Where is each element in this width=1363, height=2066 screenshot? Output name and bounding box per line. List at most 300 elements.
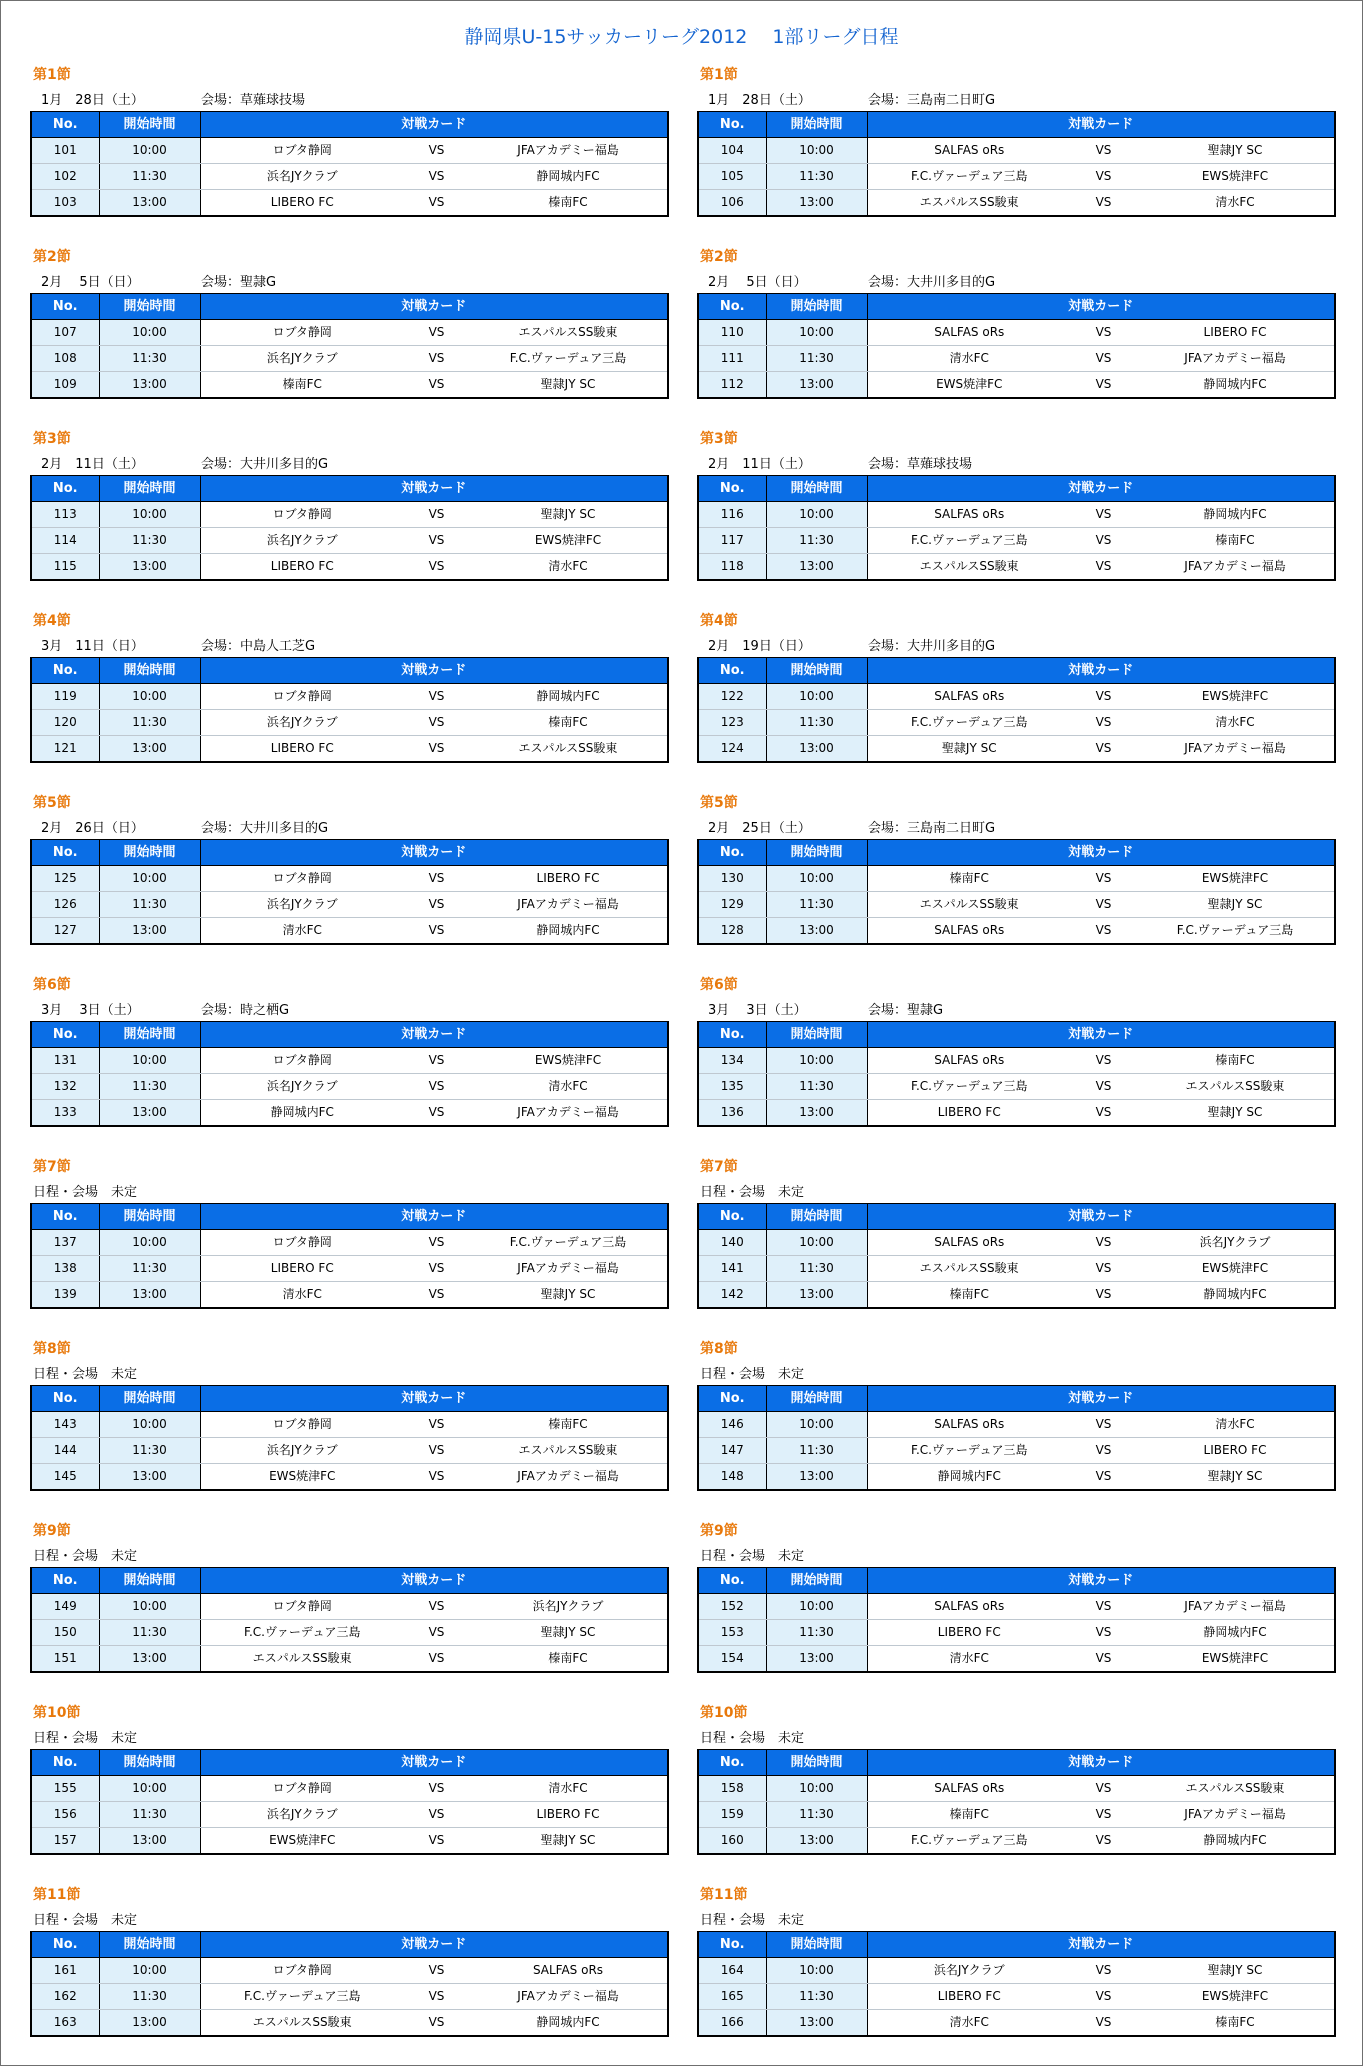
table-row: [698, 736, 1335, 763]
venue-label: 会場：: [868, 1003, 908, 1018]
round-heading: 第8節: [700, 1341, 738, 1357]
match-number: 147: [698, 1438, 766, 1464]
match-number: 101: [31, 138, 99, 164]
table-row: [698, 1958, 1335, 1984]
match-number: 148: [698, 1464, 766, 1491]
match-date: 3月 11日（日）: [41, 639, 144, 654]
away-team: 清水FC: [1136, 190, 1335, 217]
start-time: 11:30: [766, 164, 867, 190]
away-team: 榛南FC: [469, 1412, 668, 1438]
table-header-row: [698, 1568, 1335, 1594]
start-time: 11:30: [766, 892, 867, 918]
home-team: 浜名JYクラブ: [200, 710, 404, 736]
header-time: 開始時間: [99, 1932, 200, 1958]
table-header-row: [698, 294, 1335, 320]
start-time: 11:30: [99, 892, 200, 918]
home-team: F.C.ヴァーデュア三島: [867, 164, 1071, 190]
tbd-note: 日程・会場 未定: [33, 1549, 138, 1564]
header-time: 開始時間: [766, 1750, 867, 1776]
vs-label: VS: [1071, 138, 1136, 164]
home-team: 榛南FC: [867, 1282, 1071, 1309]
vs-label: VS: [1071, 1438, 1136, 1464]
match-table: [30, 475, 669, 581]
match-number: 117: [698, 528, 766, 554]
schedule-info: [33, 1548, 137, 1566]
away-team: 清水FC: [1136, 710, 1335, 736]
table-row: [31, 502, 668, 528]
vs-label: VS: [1071, 320, 1136, 346]
table-row: [698, 320, 1335, 346]
table-row: [31, 164, 668, 190]
vs-label: VS: [1071, 1620, 1136, 1646]
vs-label: VS: [404, 1984, 469, 2010]
table-header-row: [31, 1386, 668, 1412]
match-number: 116: [698, 502, 766, 528]
venue-name: 大井川多目的G: [907, 639, 996, 654]
vs-label: VS: [1071, 892, 1136, 918]
vs-label: VS: [404, 1464, 469, 1491]
away-team: JFAアカデミー福島: [1136, 736, 1335, 763]
away-team: EWS焼津FC: [1136, 1984, 1335, 2010]
vs-label: VS: [1071, 1594, 1136, 1620]
home-team: SALFAS oRs: [867, 1776, 1071, 1802]
header-time: 開始時間: [99, 112, 200, 138]
header-time: 開始時間: [766, 1022, 867, 1048]
table-row: [31, 2010, 668, 2037]
home-team: SALFAS oRs: [867, 502, 1071, 528]
home-team: F.C.ヴァーデュア三島: [867, 710, 1071, 736]
table-row: [31, 372, 668, 399]
table-row: [698, 138, 1335, 164]
header-card: 対戦カード: [200, 840, 668, 866]
table-row: [31, 1776, 668, 1802]
header-card: 対戦カード: [867, 1204, 1335, 1230]
table-row: [31, 1646, 668, 1673]
home-team: ロブタ静岡: [200, 1048, 404, 1074]
match-number: 130: [698, 866, 766, 892]
round-heading: 第2節: [700, 249, 738, 265]
home-team: F.C.ヴァーデュア三島: [867, 1828, 1071, 1855]
header-no: No.: [31, 1022, 99, 1048]
table-row: [698, 1776, 1335, 1802]
header-card: 対戦カード: [867, 294, 1335, 320]
start-time: 11:30: [99, 346, 200, 372]
start-time: 13:00: [99, 554, 200, 581]
start-time: 11:30: [99, 1802, 200, 1828]
table-row: [698, 190, 1335, 217]
vs-label: VS: [404, 918, 469, 945]
vs-label: VS: [1071, 2010, 1136, 2037]
header-card: 対戦カード: [200, 1932, 668, 1958]
start-time: 11:30: [766, 710, 867, 736]
home-team: ロブタ静岡: [200, 502, 404, 528]
home-team: 浜名JYクラブ: [200, 1074, 404, 1100]
table-row: [31, 710, 668, 736]
start-time: 13:00: [766, 918, 867, 945]
table-row: [698, 1620, 1335, 1646]
match-number: 158: [698, 1776, 766, 1802]
start-time: 10:00: [99, 1958, 200, 1984]
home-team: 浜名JYクラブ: [200, 1802, 404, 1828]
home-team: エスパルスSS駿東: [867, 1256, 1071, 1282]
round-heading: 第6節: [33, 977, 71, 993]
home-team: F.C.ヴァーデュア三島: [200, 1620, 404, 1646]
match-table: [30, 1931, 669, 2037]
start-time: 11:30: [99, 1620, 200, 1646]
tbd-note: 日程・会場 未定: [700, 1185, 805, 1200]
header-time: 開始時間: [766, 1568, 867, 1594]
match-number: 122: [698, 684, 766, 710]
away-team: JFAアカデミー福島: [469, 1256, 668, 1282]
start-time: 13:00: [766, 1100, 867, 1127]
table-header-row: [698, 1022, 1335, 1048]
start-time: 10:00: [99, 866, 200, 892]
header-no: No.: [698, 1932, 766, 1958]
table-row: [31, 1438, 668, 1464]
away-team: 静岡城内FC: [1136, 1620, 1335, 1646]
vs-label: VS: [1071, 736, 1136, 763]
header-no: No.: [698, 1750, 766, 1776]
vs-label: VS: [1071, 1776, 1136, 1802]
match-date: 2月 25日（土）: [708, 821, 811, 836]
table-row: [31, 918, 668, 945]
start-time: 13:00: [99, 1646, 200, 1673]
vs-label: VS: [404, 138, 469, 164]
header-no: No.: [31, 1932, 99, 1958]
away-team: エスパルスSS駿東: [1136, 1776, 1335, 1802]
venue-name: 聖隷G: [907, 1003, 944, 1018]
away-team: F.C.ヴァーデュア三島: [469, 346, 668, 372]
away-team: EWS焼津FC: [469, 1048, 668, 1074]
start-time: 10:00: [766, 138, 867, 164]
away-team: 榛南FC: [469, 1646, 668, 1673]
start-time: 10:00: [99, 1048, 200, 1074]
start-time: 10:00: [99, 1230, 200, 1256]
round-heading: 第4節: [700, 613, 738, 629]
match-date: 1月 28日（土）: [708, 93, 811, 108]
round-heading: 第10節: [33, 1705, 81, 1721]
venue-name: 三島南二日町G: [907, 93, 996, 108]
match-number: 106: [698, 190, 766, 217]
home-team: LIBERO FC: [867, 1620, 1071, 1646]
home-team: 清水FC: [867, 1646, 1071, 1673]
schedule-info: [700, 1002, 943, 1020]
away-team: 静岡城内FC: [469, 918, 668, 945]
away-team: JFAアカデミー福島: [469, 1464, 668, 1491]
match-number: 154: [698, 1646, 766, 1673]
header-time: 開始時間: [766, 840, 867, 866]
round-heading: 第4節: [33, 613, 71, 629]
table-header-row: [31, 1022, 668, 1048]
tbd-note: 日程・会場 未定: [700, 1913, 805, 1928]
vs-label: VS: [404, 710, 469, 736]
schedule-info: [33, 456, 328, 474]
table-row: [698, 1438, 1335, 1464]
start-time: 11:30: [766, 1256, 867, 1282]
match-number: 145: [31, 1464, 99, 1491]
match-number: 105: [698, 164, 766, 190]
match-number: 137: [31, 1230, 99, 1256]
schedule-info: [700, 274, 995, 292]
table-row: [698, 2010, 1335, 2037]
header-no: No.: [31, 294, 99, 320]
table-row: [31, 1802, 668, 1828]
match-number: 129: [698, 892, 766, 918]
table-row: [31, 1984, 668, 2010]
away-team: EWS焼津FC: [1136, 164, 1335, 190]
match-number: 121: [31, 736, 99, 763]
table-header-row: [31, 294, 668, 320]
start-time: 13:00: [99, 1100, 200, 1127]
away-team: EWS焼津FC: [469, 528, 668, 554]
table-row: [31, 1048, 668, 1074]
match-table: [697, 293, 1336, 399]
table-header-row: [31, 476, 668, 502]
table-row: [698, 866, 1335, 892]
table-header-row: [698, 1386, 1335, 1412]
start-time: 13:00: [99, 918, 200, 945]
header-card: 対戦カード: [867, 840, 1335, 866]
match-table: [30, 1749, 669, 1855]
table-row: [31, 1230, 668, 1256]
vs-label: VS: [404, 346, 469, 372]
home-team: ロブタ静岡: [200, 1958, 404, 1984]
away-team: エスパルスSS駿東: [1136, 1074, 1335, 1100]
table-header-row: [31, 1204, 668, 1230]
header-card: 対戦カード: [200, 476, 668, 502]
match-date: 2月 5日（日）: [708, 275, 807, 290]
match-number: 150: [31, 1620, 99, 1646]
vs-label: VS: [404, 1594, 469, 1620]
start-time: 11:30: [766, 346, 867, 372]
vs-label: VS: [404, 554, 469, 581]
table-header-row: [698, 1204, 1335, 1230]
home-team: 清水FC: [200, 1282, 404, 1309]
schedule-info: [33, 1730, 137, 1748]
match-date: 3月 3日（土）: [41, 1003, 140, 1018]
venue-name: 時之栖G: [240, 1003, 290, 1018]
vs-label: VS: [1071, 190, 1136, 217]
match-number: 146: [698, 1412, 766, 1438]
home-team: ロブタ静岡: [200, 138, 404, 164]
start-time: 10:00: [766, 1048, 867, 1074]
match-number: 135: [698, 1074, 766, 1100]
match-number: 127: [31, 918, 99, 945]
venue-label: 会場：: [201, 1003, 241, 1018]
match-number: 118: [698, 554, 766, 581]
table-row: [31, 736, 668, 763]
away-team: SALFAS oRs: [469, 1958, 668, 1984]
header-card: 対戦カード: [200, 1386, 668, 1412]
home-team: 浜名JYクラブ: [200, 528, 404, 554]
vs-label: VS: [1071, 1256, 1136, 1282]
schedule-info: [700, 456, 972, 474]
table-row: [31, 320, 668, 346]
home-team: EWS焼津FC: [200, 1828, 404, 1855]
match-number: 132: [31, 1074, 99, 1100]
start-time: 11:30: [99, 164, 200, 190]
away-team: JFAアカデミー福島: [1136, 554, 1335, 581]
header-card: 対戦カード: [200, 112, 668, 138]
away-team: 聖隷JY SC: [1136, 892, 1335, 918]
tbd-note: 日程・会場 未定: [700, 1731, 805, 1746]
away-team: 清水FC: [469, 554, 668, 581]
tbd-note: 日程・会場 未定: [33, 1367, 138, 1382]
vs-label: VS: [1071, 1464, 1136, 1491]
match-number: 131: [31, 1048, 99, 1074]
away-team: 聖隷JY SC: [1136, 1464, 1335, 1491]
schedule-info: [700, 820, 995, 838]
round-heading: 第1節: [33, 67, 71, 83]
match-table: [30, 839, 669, 945]
vs-label: VS: [1071, 1100, 1136, 1127]
vs-label: VS: [1071, 1412, 1136, 1438]
home-team: LIBERO FC: [867, 1100, 1071, 1127]
round-heading: 第7節: [700, 1159, 738, 1175]
venue-name: 大井川多目的G: [240, 457, 329, 472]
vs-label: VS: [1071, 1984, 1136, 2010]
table-row: [31, 1828, 668, 1855]
venue-name: 中島人工芝G: [240, 639, 316, 654]
match-table: [697, 657, 1336, 763]
match-date: 2月 11日（土）: [41, 457, 144, 472]
table-row: [698, 164, 1335, 190]
away-team: EWS焼津FC: [1136, 1256, 1335, 1282]
match-number: 111: [698, 346, 766, 372]
table-header-row: [31, 658, 668, 684]
vs-label: VS: [1071, 1048, 1136, 1074]
away-team: JFAアカデミー福島: [469, 1100, 668, 1127]
venue-label: 会場：: [868, 93, 908, 108]
match-number: 133: [31, 1100, 99, 1127]
table-row: [31, 1464, 668, 1491]
vs-label: VS: [1071, 1282, 1136, 1309]
table-row: [698, 1230, 1335, 1256]
header-no: No.: [31, 476, 99, 502]
away-team: JFAアカデミー福島: [1136, 1594, 1335, 1620]
away-team: EWS焼津FC: [1136, 684, 1335, 710]
round-heading: 第3節: [700, 431, 738, 447]
table-header-row: [698, 1932, 1335, 1958]
header-time: 開始時間: [766, 294, 867, 320]
vs-label: VS: [1071, 1074, 1136, 1100]
vs-label: VS: [404, 1048, 469, 1074]
match-table: [30, 1567, 669, 1673]
home-team: SALFAS oRs: [867, 1594, 1071, 1620]
home-team: エスパルスSS駿東: [867, 554, 1071, 581]
home-team: 浜名JYクラブ: [200, 164, 404, 190]
schedule-info: [700, 1730, 804, 1748]
schedule-info: [700, 638, 995, 656]
table-row: [31, 892, 668, 918]
vs-label: VS: [1071, 372, 1136, 399]
match-number: 125: [31, 866, 99, 892]
schedule-info: [33, 1912, 137, 1930]
match-number: 151: [31, 1646, 99, 1673]
match-number: 109: [31, 372, 99, 399]
table-row: [698, 502, 1335, 528]
start-time: 10:00: [99, 1776, 200, 1802]
schedule-info: [33, 638, 315, 656]
match-number: 139: [31, 1282, 99, 1309]
round-heading: 第7節: [33, 1159, 71, 1175]
away-team: 榛南FC: [1136, 528, 1335, 554]
start-time: 10:00: [766, 320, 867, 346]
table-row: [31, 1958, 668, 1984]
start-time: 10:00: [766, 502, 867, 528]
home-team: LIBERO FC: [200, 190, 404, 217]
header-card: 対戦カード: [867, 1750, 1335, 1776]
schedule-info: [33, 1184, 137, 1202]
match-table: [697, 1385, 1336, 1491]
home-team: 浜名JYクラブ: [200, 346, 404, 372]
away-team: 静岡城内FC: [469, 164, 668, 190]
vs-label: VS: [404, 684, 469, 710]
home-team: ロブタ静岡: [200, 1594, 404, 1620]
table-row: [31, 1282, 668, 1309]
match-number: 138: [31, 1256, 99, 1282]
venue-label: 会場：: [868, 275, 908, 290]
round-heading: 第8節: [33, 1341, 71, 1357]
start-time: 11:30: [766, 1984, 867, 2010]
home-team: SALFAS oRs: [867, 1230, 1071, 1256]
venue-label: 会場：: [201, 821, 241, 836]
away-team: 聖隷JY SC: [469, 502, 668, 528]
away-team: 聖隷JY SC: [1136, 1100, 1335, 1127]
table-row: [31, 1256, 668, 1282]
venue-label: 会場：: [201, 639, 241, 654]
header-no: No.: [698, 112, 766, 138]
home-team: EWS焼津FC: [200, 1464, 404, 1491]
vs-label: VS: [404, 372, 469, 399]
table-row: [698, 1984, 1335, 2010]
match-number: 166: [698, 2010, 766, 2037]
start-time: 13:00: [766, 190, 867, 217]
away-team: JFAアカデミー福島: [469, 1984, 668, 2010]
header-no: No.: [698, 294, 766, 320]
header-no: No.: [31, 1386, 99, 1412]
vs-label: VS: [1071, 1802, 1136, 1828]
start-time: 11:30: [766, 1074, 867, 1100]
home-team: ロブタ静岡: [200, 1230, 404, 1256]
away-team: 静岡城内FC: [1136, 1282, 1335, 1309]
home-team: F.C.ヴァーデュア三島: [867, 1074, 1071, 1100]
header-no: No.: [698, 1568, 766, 1594]
header-card: 対戦カード: [200, 1750, 668, 1776]
table-row: [31, 1594, 668, 1620]
header-card: 対戦カード: [200, 1022, 668, 1048]
schedule-info: [700, 1912, 804, 1930]
away-team: 浜名JYクラブ: [469, 1594, 668, 1620]
away-team: LIBERO FC: [1136, 320, 1335, 346]
venue-label: 会場：: [868, 821, 908, 836]
away-team: 清水FC: [1136, 1412, 1335, 1438]
table-row: [698, 1048, 1335, 1074]
header-time: 開始時間: [99, 840, 200, 866]
table-row: [698, 346, 1335, 372]
home-team: ロブタ静岡: [200, 684, 404, 710]
table-row: [31, 346, 668, 372]
header-no: No.: [31, 1204, 99, 1230]
round-heading: 第9節: [700, 1523, 738, 1539]
match-date: 2月 11日（土）: [708, 457, 811, 472]
match-table: [30, 111, 669, 217]
schedule-info: [33, 1366, 137, 1384]
header-card: 対戦カード: [867, 1932, 1335, 1958]
match-number: 149: [31, 1594, 99, 1620]
home-team: 榛南FC: [200, 372, 404, 399]
round-heading: 第2節: [33, 249, 71, 265]
